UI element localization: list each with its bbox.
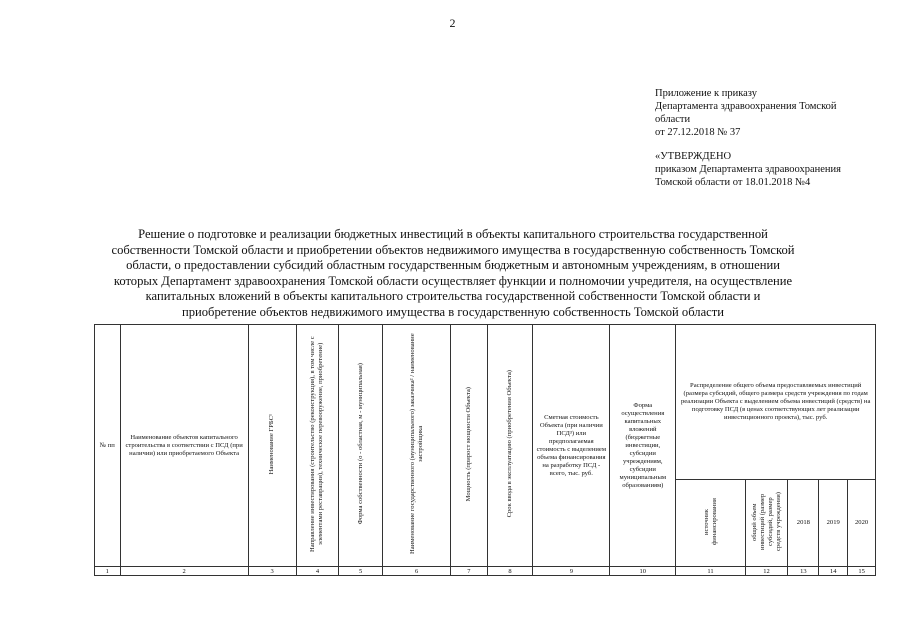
header-year-2020: 2020 [848, 480, 876, 567]
header-number: № пп [95, 325, 121, 567]
column-number: 10 [610, 567, 676, 576]
document-title [88, 227, 818, 321]
approval-line: Приложение к приказу [655, 88, 757, 99]
approved-line: приказом Департамента здравоохранения [655, 164, 841, 175]
header-year-2018: 2018 [788, 480, 819, 567]
header-object-name: Наименование объектов капитального строительства в соответствии с ПСД (при наличии) или приобретаемого Объекта [120, 325, 248, 567]
page-number: 2 [449, 16, 456, 30]
header-customer: Наименование государственного (муниципального) заказчика² / наименование застройщика [383, 325, 451, 567]
header-distribution-group: Распределение общего объема предоставляемых инвестиций (размера субсидий, общего размера средств учреждения по годам реализации Объекта с выделением объема инвестиций (средств) на подготовку ПСД (в ценах соответствующих лет реализации инвестиционного проекта), тыс. руб. [676, 325, 876, 480]
header-investment-form: Форма осуществления капитальных вложений (бюджетные инвестиции, субсидии учреждениям, субсидии муниципальным образованиям) [610, 325, 676, 567]
title-line: которых Департамент здравоохранения Томской области осуществляет функции и полномочии учредителя, на осуществление [113, 273, 793, 288]
header-capacity: Мощность (прирост мощности Объекта) [451, 325, 487, 567]
column-number: 13 [788, 567, 819, 576]
title-line: собственности Томской области и приобретении объектов недвижимого имущества в государственную собственность Томской [111, 242, 795, 257]
approval-line: области [655, 114, 691, 125]
approval-line: от 27.12.2018 № 37 [655, 127, 741, 138]
column-number: 14 [819, 567, 848, 576]
header-ownership-form: Форма собственности (о - областная, м - муниципальная) [339, 325, 383, 567]
column-number: 4 [296, 567, 339, 576]
column-number: 8 [487, 567, 533, 576]
column-number: 6 [383, 567, 451, 576]
approval-block [655, 87, 895, 189]
title-line: Решение о подготовке и реализации бюджетных инвестиций в объекты капитального строительства государственной [138, 227, 768, 241]
column-number: 11 [676, 567, 745, 576]
approved-line: «УТВЕРЖДЕНО [655, 151, 732, 162]
approval-line: Департамента здравоохранения Томской [655, 101, 837, 112]
column-number: 12 [745, 567, 788, 576]
column-number: 2 [120, 567, 248, 576]
approved-line: Томской области от 18.01.2018 №4 [655, 177, 811, 188]
column-number: 3 [248, 567, 296, 576]
column-number: 1 [95, 567, 121, 576]
investment-table [94, 324, 876, 576]
header-total-volume: общий объем инвестиций (размер субсидий, размер средств учреждения) [745, 480, 788, 567]
header-investment-direction: Направление инвестирования (строительство (реконструкция), в том числе с элементами реставрации), техническое перевооружение, приобретение) [296, 325, 339, 567]
column-number: 15 [848, 567, 876, 576]
header-grbs: Наименование ГРБС¹ [248, 325, 296, 567]
header-funding-source: источник финансирования [676, 480, 745, 567]
title-line: приобретение объектов недвижимого имущества в государственную собственность Томской области [181, 304, 725, 319]
title-line: области, о предоставлении субсидий областным государственным бюджетным и автономным учреждениям, в отношении [126, 258, 780, 273]
column-number: 9 [533, 567, 610, 576]
header-commissioning-date: Срок ввода в эксплуатацию (приобретения Объекта) [487, 325, 533, 567]
title-line: капитальных вложений в объекты капитального строительства государственной собственности Томской области и [145, 289, 761, 304]
column-number: 5 [339, 567, 383, 576]
column-number: 7 [451, 567, 487, 576]
header-estimated-cost: Сметная стоимость Объекта (при наличии ПСД³) или предполагаемая стоимость с выделением объема финансирования на разработку ПСД - всего, тыс. руб. [533, 325, 610, 567]
header-year-2019: 2019 [819, 480, 848, 567]
